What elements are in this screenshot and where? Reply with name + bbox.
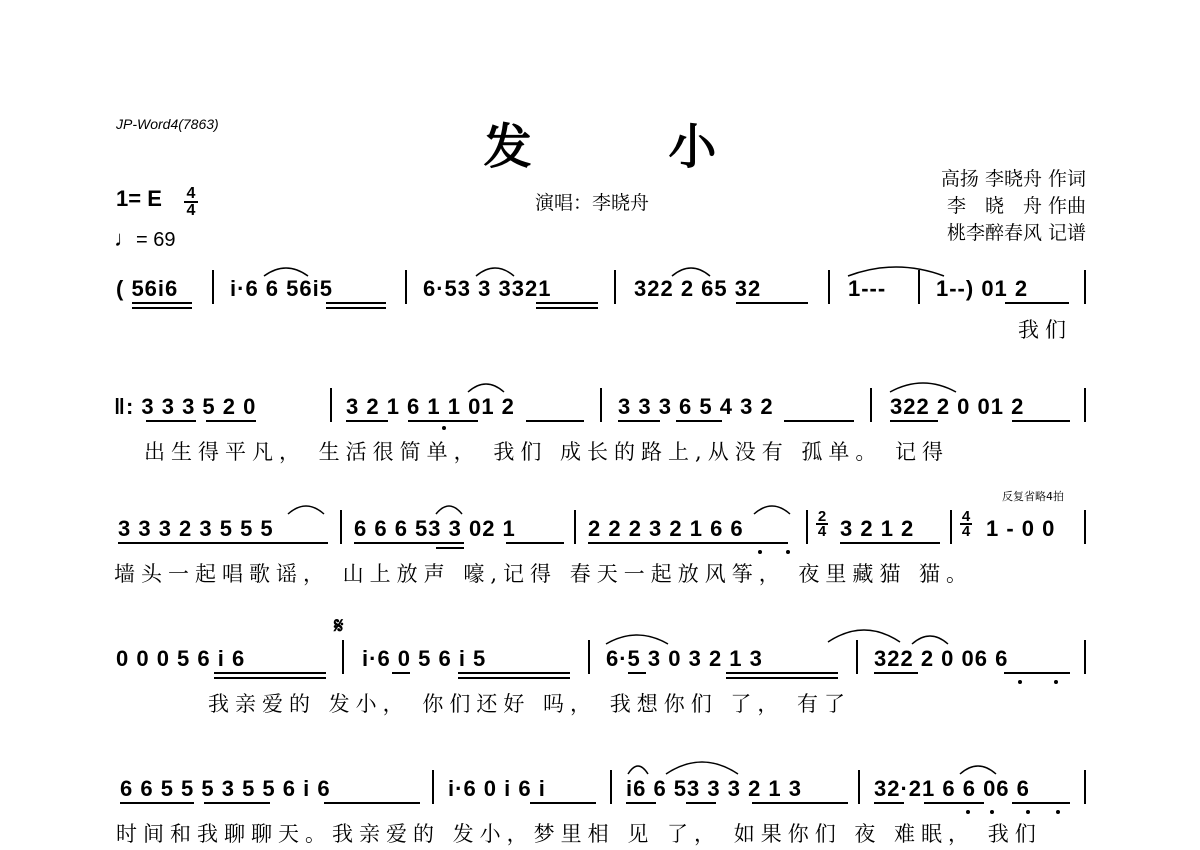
song-title: 发 小 [483,119,777,175]
measure: 322 2 65 32 [634,276,762,301]
measure: 0 0 0 5 6 i 6 [116,646,246,671]
meter-top: 4 [186,185,196,202]
measure: 1 - 0 0 [986,516,1056,541]
lyrics-line: 出生得平凡， 生活很简单， 我们 成长的路上,从没有 孤单。 记得 [144,440,950,464]
measure: i6 6 53 3 3 2 1 3 [626,776,803,801]
source-label: JP-Word4(7863) [116,116,219,132]
time-signature-change: 2 4 [817,508,827,540]
composer-credit: 李 晓 舟 作曲 [946,195,1086,217]
tempo-marking [114,226,175,252]
credits-block [941,166,1086,247]
measure: 1--) 01 2 [936,276,1029,301]
measure: 322 2 0 01 2 [890,394,1025,419]
measure: 6 6 6 53 3 02 1 [354,516,516,541]
measure: 6·53 3 3321 [423,276,552,301]
measure: 2 2 2 3 2 1 6 6 [588,516,744,541]
singer-credit: 演唱：李晓舟 [535,192,650,214]
measure: 6·5 3 0 3 2 1 3 [606,646,763,671]
measure: ‖: 3 3 3 5 2 0 [114,394,257,419]
measure: ( 56i6 [116,276,179,301]
measure: 1--- [848,276,887,301]
measure: 3 2 1 2 [840,516,915,541]
time-signature [184,186,198,218]
key-signature: 1= E [116,186,162,211]
tempo-value: = 69 [136,229,176,251]
segno-icon: 𝄋 [334,614,344,639]
measure: 32·21 6 6 06 6 [874,776,1030,801]
time-signature-change: 4 4 [961,508,971,540]
lyricist-credit: 高扬 李晓舟 作词 [940,168,1086,190]
measure: 3 2 1 6 1 1 01 2 [346,394,515,419]
measure: i·6 6 56i5 [230,276,333,301]
lyrics-line: 时间和我聊聊天。我亲爱的 发小，梦里相 见 了， 如果你们 夜 难眠， 我们 [116,822,1042,846]
lyrics-line: 我亲爱的 发小， 你们还好 吗， 我想你们 了， 有了 [208,692,852,716]
transcriber-credit: 桃李醉春风 记谱 [946,222,1086,244]
measure: 3 3 3 6 5 4 3 2 [618,394,774,419]
meter-bottom: 4 [186,202,196,219]
measure: i·6 0 5 6 i 5 [362,646,487,671]
measure: i·6 0 i 6 i [448,776,546,801]
measure: 322 2 0 06 6 [874,646,1009,671]
quarter-note-icon: ♩ [114,226,136,251]
repeat-note: 反复省略4拍 [1002,490,1064,503]
measure: 3 3 3 2 3 5 5 5 [118,516,274,541]
lyrics-line: 墙头一起唱歌谣， 山上放声 嚎,记得 春天一起放风筝， 夜里藏猫 猫。 [114,562,974,586]
lyrics-line: 我们 [1018,318,1072,342]
measure: 6 6 5 5 5 3 5 5 6 i 6 [120,776,331,801]
